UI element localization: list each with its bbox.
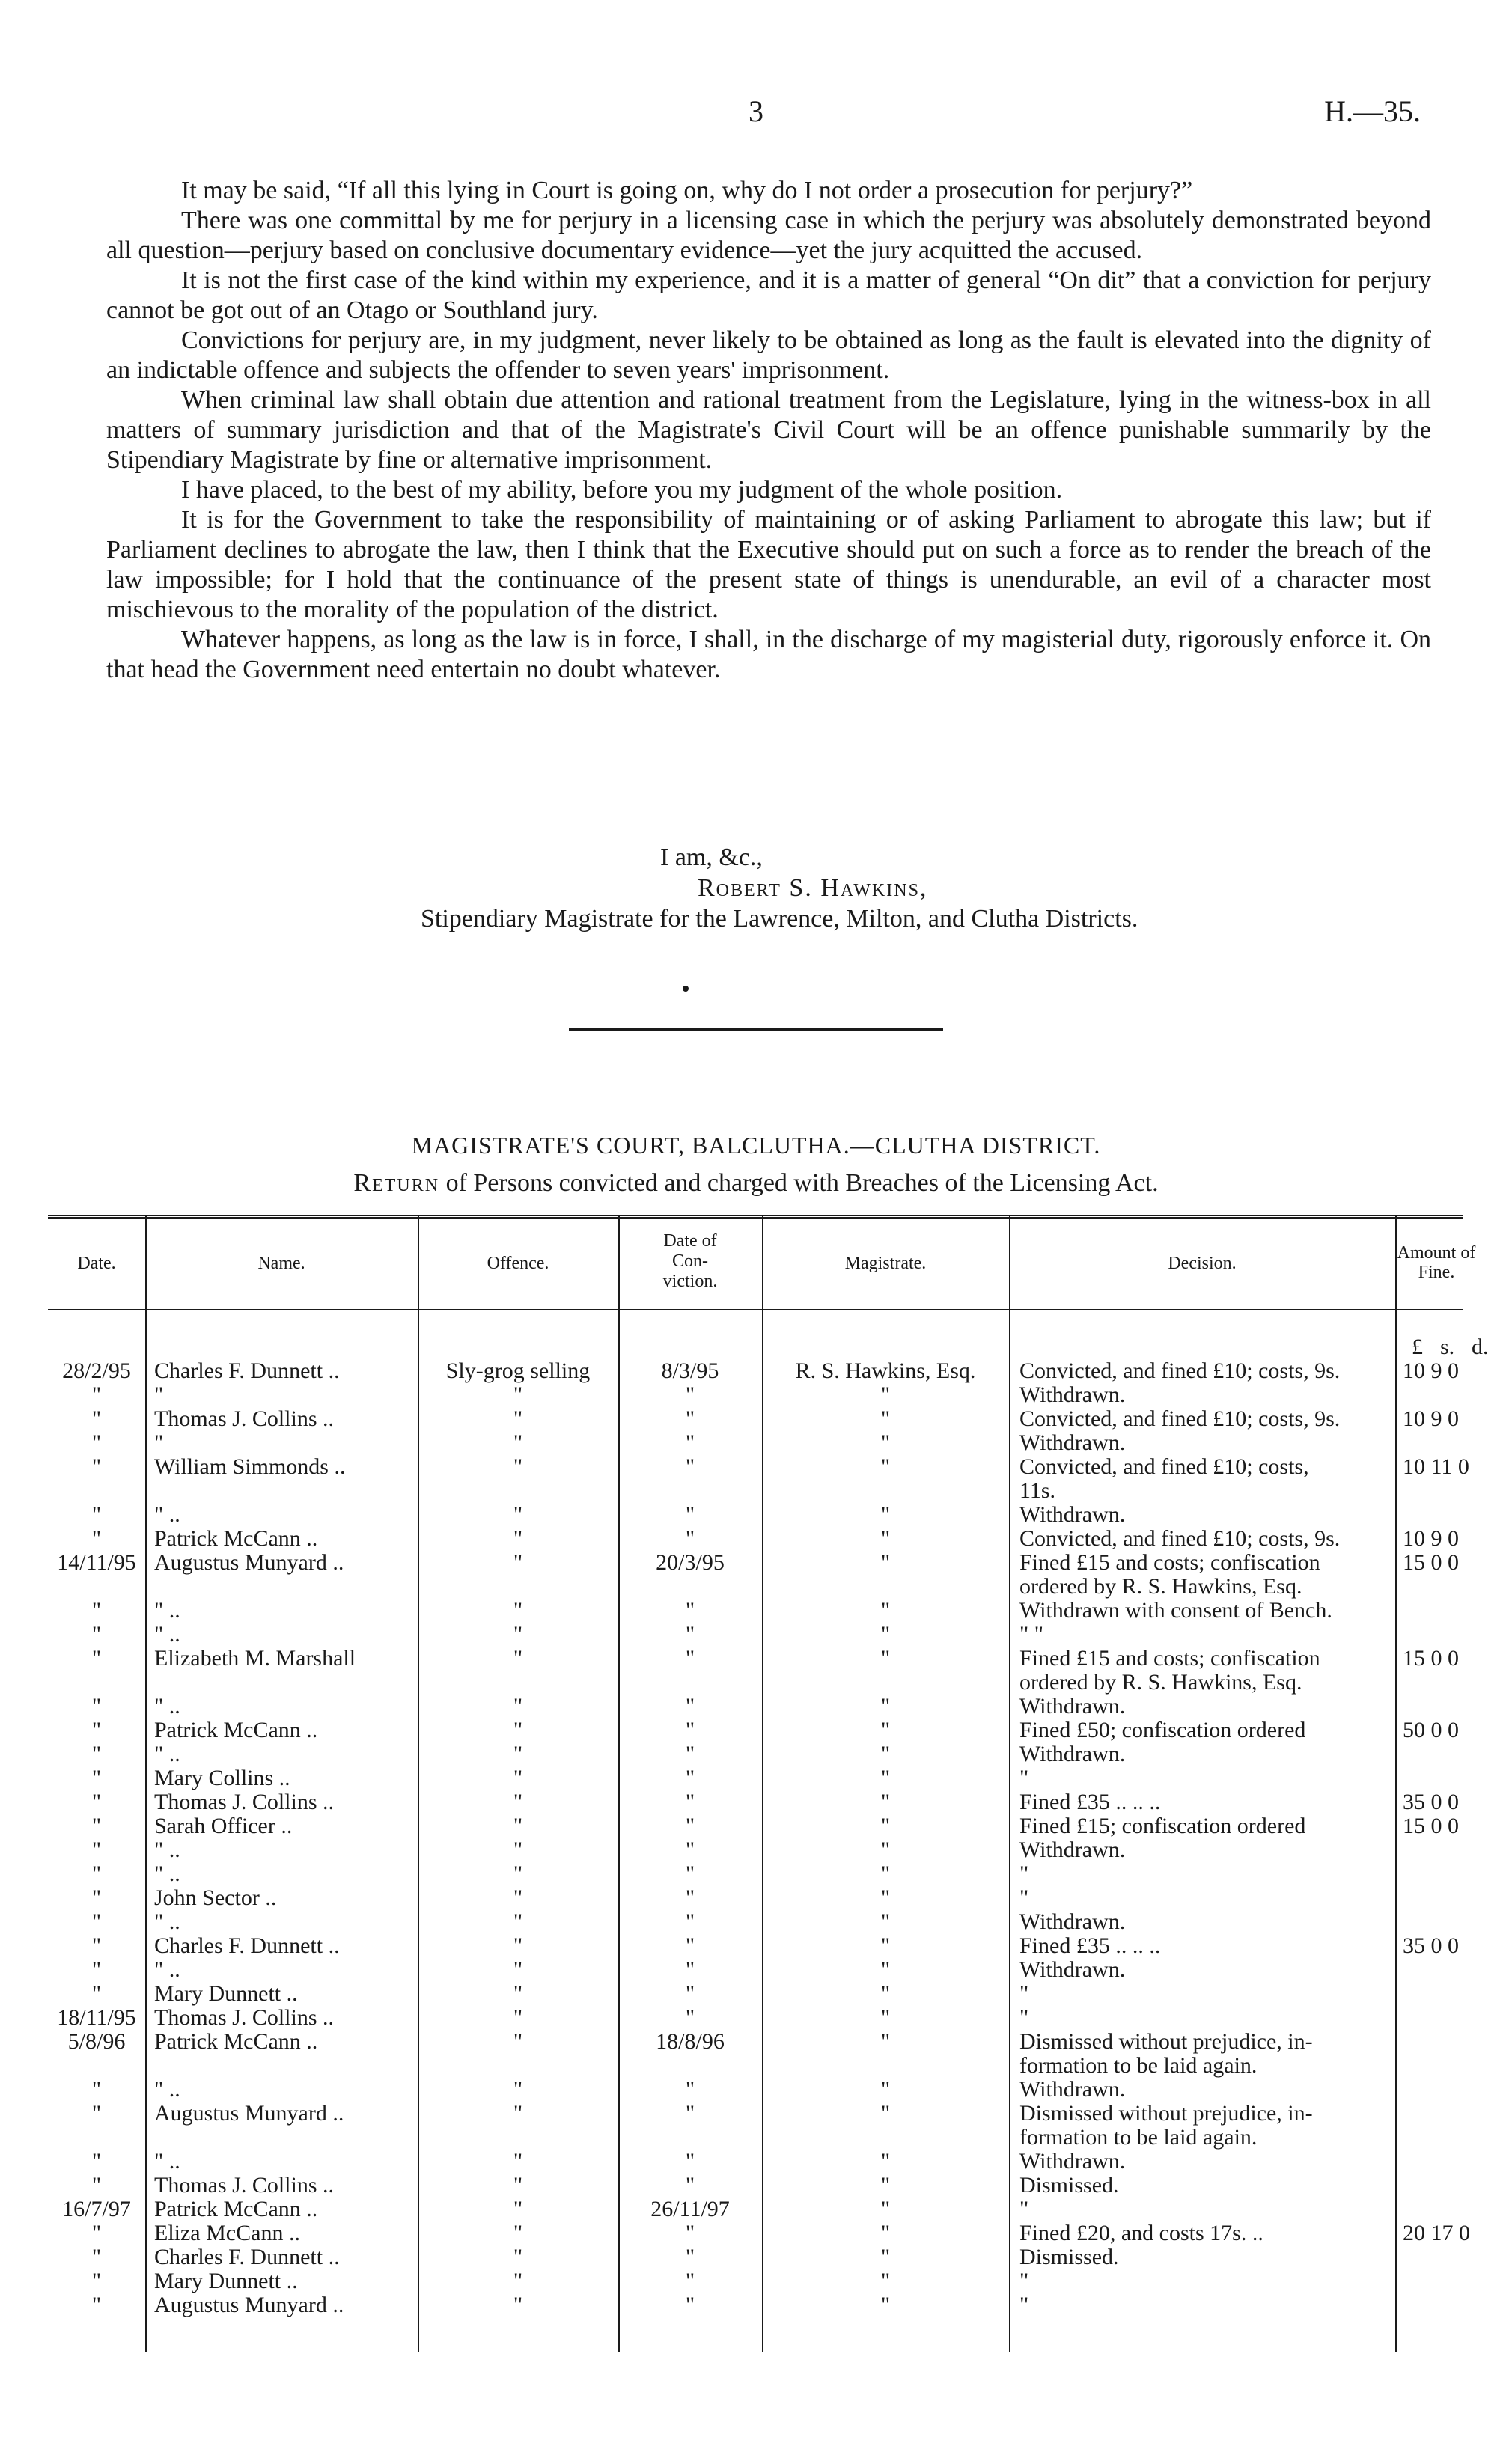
row-magistrate: " <box>880 1885 891 1910</box>
licensing-return-table <box>48 1215 1489 2352</box>
letter-paragraph: It is not the first case of the kind within my experience, and it is a matter of general “On dit” that a conviction for perjury cannot be got out of an Otago or Southland jury. <box>106 266 1431 324</box>
row-offence: " <box>513 1454 523 1479</box>
row-magistrate: " <box>880 1933 891 1958</box>
row-conviction-date: " <box>685 1933 695 1958</box>
row-decision: " <box>1019 2197 1029 2221</box>
row-conviction-date: " <box>685 1382 695 1407</box>
row-conviction-date: " <box>685 1790 695 1814</box>
row-offence: " <box>513 1766 523 1790</box>
row-magistrate: " <box>880 1382 891 1407</box>
row-magistrate: " <box>880 1430 891 1455</box>
row-offence: " <box>513 1502 523 1527</box>
row-name: Charles F. Dunnett .. <box>154 1933 340 1958</box>
row-magistrate: " <box>880 2197 891 2221</box>
row-date: " <box>91 2149 102 2174</box>
row-offence: " <box>513 1382 523 1407</box>
row-magistrate: " <box>880 1598 891 1623</box>
signer-name: Robert S. Hawkins, <box>698 874 928 902</box>
row-name: " <box>154 1382 164 1407</box>
row-date: " <box>91 2173 102 2198</box>
row-conviction-date: 18/8/96 <box>656 2029 725 2054</box>
row-decision: Withdrawn. <box>1019 2077 1126 2102</box>
row-conviction-date: " <box>685 2245 695 2269</box>
row-magistrate: " <box>880 2245 891 2269</box>
row-decision: Withdrawn. <box>1019 1502 1126 1527</box>
row-magistrate: " <box>880 1646 891 1671</box>
row-offence: " <box>513 2077 523 2102</box>
row-date: " <box>91 1861 102 1886</box>
row-magistrate: " <box>880 2269 891 2293</box>
row-name: Thomas J. Collins .. <box>154 1406 335 1431</box>
letter-paragraph: There was one committal by me for perjury in a licensing case in which the perjury was absolutely demonstrated beyond all question—perjury based on conclusive documentary evidence—yet the jury acquitted the accused. <box>106 207 1431 264</box>
row-magistrate: " <box>880 1981 891 2006</box>
row-offence: " <box>513 2173 523 2198</box>
row-conviction-date: " <box>685 1957 695 1982</box>
letter-paragraph: It is for the Government to take the responsibility of maintaining or of asking Parliament to abrogate this law; but if Parliament declines to abrogate the law, then I think that the Executive should put on such a force as to render the breach of the law impossible; for I hold that the continuance of the present state of things is unendurable, an evil of a character most mischievous to the morality of the population of the district. <box>106 506 1431 623</box>
row-decision: Convicted, and fined £10; costs, 9s. <box>1019 1358 1341 1383</box>
table-top-rule <box>48 1215 1463 1216</box>
row-fine: 20 17 0 <box>1403 2221 1470 2245</box>
row-date: " <box>91 1454 102 1479</box>
row-offence: " <box>513 1837 523 1862</box>
row-decision: Withdrawn. <box>1019 1742 1126 1766</box>
row-decision: Fined £15 and costs; confiscation <box>1019 1550 1320 1575</box>
row-offence: " <box>513 1406 523 1431</box>
row-decision: Withdrawn. <box>1019 2149 1126 2174</box>
row-magistrate: " <box>880 2077 891 2102</box>
header-date: Date. <box>77 1254 116 1273</box>
row-decision: Fined £15; confiscation ordered <box>1019 1814 1306 1838</box>
row-name: " .. <box>154 1622 180 1647</box>
letter-signoff <box>106 842 1431 934</box>
row-magistrate: " <box>880 1526 891 1551</box>
row-name: " .. <box>154 1694 180 1718</box>
row-date: " <box>91 1646 102 1671</box>
row-conviction-date: " <box>685 1430 695 1455</box>
signer-title: Stipendiary Magistrate for the Lawrence, Milton, and Clutha Districts. <box>421 905 1138 933</box>
row-conviction-date: 20/3/95 <box>656 1550 725 1575</box>
row-fine: 10 9 0 <box>1403 1526 1459 1551</box>
row-conviction-date: " <box>685 2077 695 2102</box>
row-conviction-date: " <box>685 1502 695 1527</box>
row-date: " <box>91 1766 102 1790</box>
row-name: Elizabeth M. Marshall <box>154 1646 356 1671</box>
row-magistrate: " <box>880 2149 891 2174</box>
row-date: " <box>91 1909 102 1934</box>
row-decision: Withdrawn. <box>1019 1909 1126 1934</box>
header-conviction-1: Date of <box>663 1231 717 1251</box>
row-magistrate: " <box>880 1718 891 1742</box>
row-name: Thomas J. Collins .. <box>154 2005 335 2030</box>
row-offence: Sly-grog selling <box>445 1358 591 1383</box>
row-name: Augustus Munyard .. <box>154 1550 344 1575</box>
row-decision: Fined £35 .. .. .. <box>1019 1790 1161 1814</box>
row-conviction-date: " <box>685 2101 695 2126</box>
section-divider <box>569 1028 943 1031</box>
row-magistrate: " <box>880 2029 891 2054</box>
return-title-rest: of Persons convicted and charged with Breaches of the Licensing Act. <box>445 1169 1159 1197</box>
letter-paragraph: It may be said, “If all this lying in Court is going on, why do I not order a prosecution for perjury?” <box>181 177 1193 204</box>
row-name: John Sector .. <box>154 1885 277 1910</box>
row-conviction-date: " <box>685 1837 695 1862</box>
row-offence: " <box>513 1909 523 1934</box>
row-name: Patrick McCann .. <box>154 1526 318 1551</box>
row-name: " .. <box>154 2149 180 2174</box>
row-offence: " <box>513 1933 523 1958</box>
return-title <box>0 1169 1512 1198</box>
row-offence: " <box>513 1957 523 1982</box>
row-magistrate: " <box>880 2293 891 2317</box>
row-offence: " <box>513 1742 523 1766</box>
letter-paragraph: I have placed, to the best of my ability, before you my judgment of the whole position. <box>181 476 1063 504</box>
row-name: " .. <box>154 1598 180 1623</box>
row-offence: " <box>513 2293 523 2317</box>
row-offence: " <box>513 2221 523 2245</box>
row-date: " <box>91 1526 102 1551</box>
row-decision: Dismissed. <box>1019 2245 1119 2269</box>
row-date: " <box>91 2293 102 2317</box>
row-name: Augustus Munyard .. <box>154 2293 344 2317</box>
row-magistrate: " <box>880 1957 891 1982</box>
row-name: " .. <box>154 1957 180 1982</box>
header-conviction-3: viction. <box>662 1272 718 1291</box>
row-date: " <box>91 1885 102 1910</box>
row-decision: Withdrawn. <box>1019 1694 1126 1718</box>
row-decision: Fined £15 and costs; confiscation <box>1019 1646 1320 1671</box>
row-magistrate: " <box>880 2005 891 2030</box>
row-magistrate: " <box>880 1790 891 1814</box>
row-decision: formation to be laid again. <box>1019 2053 1258 2078</box>
row-fine: 15 0 0 <box>1403 1814 1459 1838</box>
row-decision: 11s. <box>1019 1478 1056 1503</box>
row-name: Thomas J. Collins .. <box>154 2173 335 2198</box>
row-magistrate: " <box>880 1742 891 1766</box>
row-decision: Dismissed without prejudice, in- <box>1019 2101 1313 2126</box>
letter-paragraph: When criminal law shall obtain due attention and rational treatment from the Legislature, lying in the witness-box in all matters of summary jurisdiction and that of the Magistrate's Civil Court will be an offence punishable summarily by the Stipendiary Magistrate by fine or alternative imprisonment. <box>106 386 1431 474</box>
row-magistrate: " <box>880 1909 891 1934</box>
row-offence: " <box>513 2269 523 2293</box>
row-date: 16/7/97 <box>62 2197 131 2221</box>
row-date: 18/11/95 <box>57 2005 136 2030</box>
separator-dot <box>683 986 689 992</box>
row-offence: " <box>513 1814 523 1838</box>
row-offence: " <box>513 2197 523 2221</box>
row-name: " .. <box>154 1861 180 1886</box>
row-date: 5/8/96 <box>67 2029 126 2054</box>
row-fine: 15 0 0 <box>1403 1646 1459 1671</box>
row-date: " <box>91 1430 102 1455</box>
row-magistrate: R. S. Hawkins, Esq. <box>795 1358 976 1383</box>
row-name: Augustus Munyard .. <box>154 2101 344 2126</box>
row-magistrate: " <box>880 1550 891 1575</box>
row-date: " <box>91 1814 102 1838</box>
row-conviction-date: " <box>685 1742 695 1766</box>
letter-body <box>106 176 1431 685</box>
court-title: MAGISTRATE'S COURT, BALCLUTHA.—CLUTHA DISTRICT. <box>411 1132 1101 1159</box>
row-date: " <box>91 1981 102 2006</box>
header-fine-1: Amount of <box>1397 1243 1476 1263</box>
header-offence: Offence. <box>487 1254 549 1273</box>
row-decision: Withdrawn. <box>1019 1382 1126 1407</box>
header-magistrate: Magistrate. <box>844 1254 927 1273</box>
row-decision: Fined £50; confiscation ordered <box>1019 1718 1306 1742</box>
row-conviction-date: " <box>685 1861 695 1886</box>
row-magistrate: " <box>880 1694 891 1718</box>
row-decision: Dismissed without prejudice, in- <box>1019 2029 1313 2054</box>
row-decision: " <box>1019 2005 1029 2030</box>
row-offence: " <box>513 2029 523 2054</box>
row-decision: Withdrawn. <box>1019 1957 1126 1982</box>
row-offence: " <box>513 1885 523 1910</box>
row-date: 14/11/95 <box>57 1550 136 1575</box>
row-date: 28/2/95 <box>62 1358 131 1383</box>
row-offence: " <box>513 2245 523 2269</box>
row-date: " <box>91 2245 102 2269</box>
row-decision: Withdrawn with consent of Bench. <box>1019 1598 1332 1623</box>
row-name: Eliza McCann .. <box>154 2221 300 2245</box>
row-date: " <box>91 1694 102 1718</box>
row-date: " <box>91 1622 102 1647</box>
row-offence: " <box>513 1430 523 1455</box>
document-reference: H.—35. <box>1324 94 1421 128</box>
row-name: Charles F. Dunnett .. <box>154 1358 340 1383</box>
row-conviction-date: " <box>685 1766 695 1790</box>
shillings-label: s. <box>1440 1335 1455 1359</box>
row-magistrate: " <box>880 1622 891 1647</box>
row-date: " <box>91 2077 102 2102</box>
row-date: " <box>91 1502 102 1527</box>
row-date: " <box>91 2221 102 2245</box>
row-offence: " <box>513 1981 523 2006</box>
row-decision: Withdrawn. <box>1019 1430 1126 1455</box>
row-conviction-date: " <box>685 1454 695 1479</box>
row-date: " <box>91 1382 102 1407</box>
row-decision: " <box>1019 2293 1029 2317</box>
row-magistrate: " <box>880 1861 891 1886</box>
row-magistrate: " <box>880 2221 891 2245</box>
row-name: " .. <box>154 1909 180 1934</box>
row-name: Sarah Officer .. <box>154 1814 293 1838</box>
table-top-rule-inner <box>48 1217 1463 1219</box>
row-conviction-date: " <box>685 1718 695 1742</box>
letter-paragraph: Whatever happens, as long as the law is in force, I shall, in the discharge of my magisterial duty, rigorously enforce it. On that head the Government need entertain no doubt whatever. <box>106 626 1431 683</box>
row-magistrate: " <box>880 1454 891 1479</box>
closing-salutation: I am, &c., <box>660 844 763 871</box>
row-conviction-date: " <box>685 1646 695 1671</box>
row-conviction-date: " <box>685 1909 695 1934</box>
row-conviction-date: 26/11/97 <box>650 2197 730 2221</box>
row-magistrate: " <box>880 2173 891 2198</box>
row-date: " <box>91 1718 102 1742</box>
row-name: Charles F. Dunnett .. <box>154 2245 340 2269</box>
row-decision: ordered by R. S. Hawkins, Esq. <box>1019 1574 1302 1599</box>
row-date: " <box>91 1837 102 1862</box>
row-conviction-date: " <box>685 1694 695 1718</box>
row-name: Thomas J. Collins .. <box>154 1790 335 1814</box>
pence-label: d. <box>1472 1335 1489 1359</box>
row-name: William Simmonds .. <box>154 1454 346 1479</box>
row-magistrate: " <box>880 1502 891 1527</box>
row-magistrate: " <box>880 2101 891 2126</box>
row-conviction-date: " <box>685 2293 695 2317</box>
row-decision: " " <box>1019 1622 1043 1647</box>
row-magistrate: " <box>880 1814 891 1838</box>
row-name: " .. <box>154 1502 180 1527</box>
column-divider <box>1395 1215 1397 2352</box>
header-name: Name. <box>257 1254 305 1273</box>
row-fine: 35 0 0 <box>1403 1933 1459 1958</box>
row-name: " .. <box>154 1837 180 1862</box>
row-name: Mary Collins .. <box>154 1766 290 1790</box>
row-offence: " <box>513 2101 523 2126</box>
column-divider <box>1009 1215 1010 2352</box>
header-bottom-rule <box>48 1309 1463 1310</box>
row-conviction-date: " <box>685 2221 695 2245</box>
row-decision: Fined £20, and costs 17s. .. <box>1019 2221 1263 2245</box>
row-fine: 10 9 0 <box>1403 1358 1459 1383</box>
row-decision: " <box>1019 1885 1029 1910</box>
row-name: " .. <box>154 1742 180 1766</box>
page-number: 3 <box>749 94 763 128</box>
row-name: Mary Dunnett .. <box>154 1981 298 2006</box>
row-magistrate: " <box>880 1766 891 1790</box>
row-conviction-date: " <box>685 1814 695 1838</box>
row-conviction-date: " <box>685 1526 695 1551</box>
header-fine-2: Fine. <box>1418 1263 1455 1282</box>
row-offence: " <box>513 1790 523 1814</box>
row-date: " <box>91 1957 102 1982</box>
row-fine: 15 0 0 <box>1403 1550 1459 1575</box>
row-name: Patrick McCann .. <box>154 2197 318 2221</box>
page-header <box>0 94 1512 138</box>
row-decision: " <box>1019 1861 1029 1886</box>
row-offence: " <box>513 1526 523 1551</box>
row-conviction-date: " <box>685 2269 695 2293</box>
row-magistrate: " <box>880 1837 891 1862</box>
row-date: " <box>91 1598 102 1623</box>
column-divider <box>145 1215 147 2352</box>
row-decision: ordered by R. S. Hawkins, Esq. <box>1019 1670 1302 1695</box>
row-name: Patrick McCann .. <box>154 2029 318 2054</box>
row-date: " <box>91 1742 102 1766</box>
row-conviction-date: " <box>685 1622 695 1647</box>
row-decision: " <box>1019 1766 1029 1790</box>
row-fine: 50 0 0 <box>1403 1718 1459 1742</box>
row-conviction-date: 8/3/95 <box>661 1358 719 1383</box>
row-date: " <box>91 2269 102 2293</box>
row-date: " <box>91 1406 102 1431</box>
letter-paragraph: Convictions for perjury are, in my judgment, never likely to be obtained as long as the fault is elevated into the dignity of an indictable offence and subjects the offender to seven years' imprisonment. <box>106 326 1431 384</box>
row-magistrate: " <box>880 1406 891 1431</box>
row-name: " .. <box>154 2077 180 2102</box>
row-offence: " <box>513 1861 523 1886</box>
row-offence: " <box>513 1550 523 1575</box>
row-conviction-date: " <box>685 1598 695 1623</box>
row-conviction-date: " <box>685 1406 695 1431</box>
row-date: " <box>91 1790 102 1814</box>
row-decision: formation to be laid again. <box>1019 2125 1258 2150</box>
row-offence: " <box>513 1646 523 1671</box>
row-conviction-date: " <box>685 1885 695 1910</box>
row-decision: " <box>1019 1981 1029 2006</box>
return-title-lead: Return <box>353 1169 440 1197</box>
row-date: " <box>91 1933 102 1958</box>
pounds-label: £ <box>1412 1335 1423 1359</box>
row-decision: " <box>1019 2269 1029 2293</box>
row-decision: Convicted, and fined £10; costs, <box>1019 1454 1309 1479</box>
row-name: Patrick McCann .. <box>154 1718 318 1742</box>
row-offence: " <box>513 2149 523 2174</box>
row-decision: Dismissed. <box>1019 2173 1119 2198</box>
row-fine: 35 0 0 <box>1403 1790 1459 1814</box>
header-conviction-2: Con- <box>672 1251 708 1271</box>
row-offence: " <box>513 1718 523 1742</box>
row-decision: Convicted, and fined £10; costs, 9s. <box>1019 1526 1341 1551</box>
header-decision: Decision. <box>1168 1254 1237 1273</box>
row-decision: Convicted, and fined £10; costs, 9s. <box>1019 1406 1341 1431</box>
row-fine: 10 9 0 <box>1403 1406 1459 1431</box>
row-offence: " <box>513 2005 523 2030</box>
row-name: Mary Dunnett .. <box>154 2269 298 2293</box>
row-offence: " <box>513 1598 523 1623</box>
row-fine: 10 11 0 <box>1403 1454 1469 1479</box>
row-decision: Withdrawn. <box>1019 1837 1126 1862</box>
row-conviction-date: " <box>685 2005 695 2030</box>
row-date: " <box>91 2101 102 2126</box>
row-offence: " <box>513 1694 523 1718</box>
row-decision: Fined £35 .. .. .. <box>1019 1933 1161 1958</box>
row-conviction-date: " <box>685 1981 695 2006</box>
row-offence: " <box>513 1622 523 1647</box>
row-name: " <box>154 1430 164 1455</box>
row-conviction-date: " <box>685 2149 695 2174</box>
row-conviction-date: " <box>685 2173 695 2198</box>
